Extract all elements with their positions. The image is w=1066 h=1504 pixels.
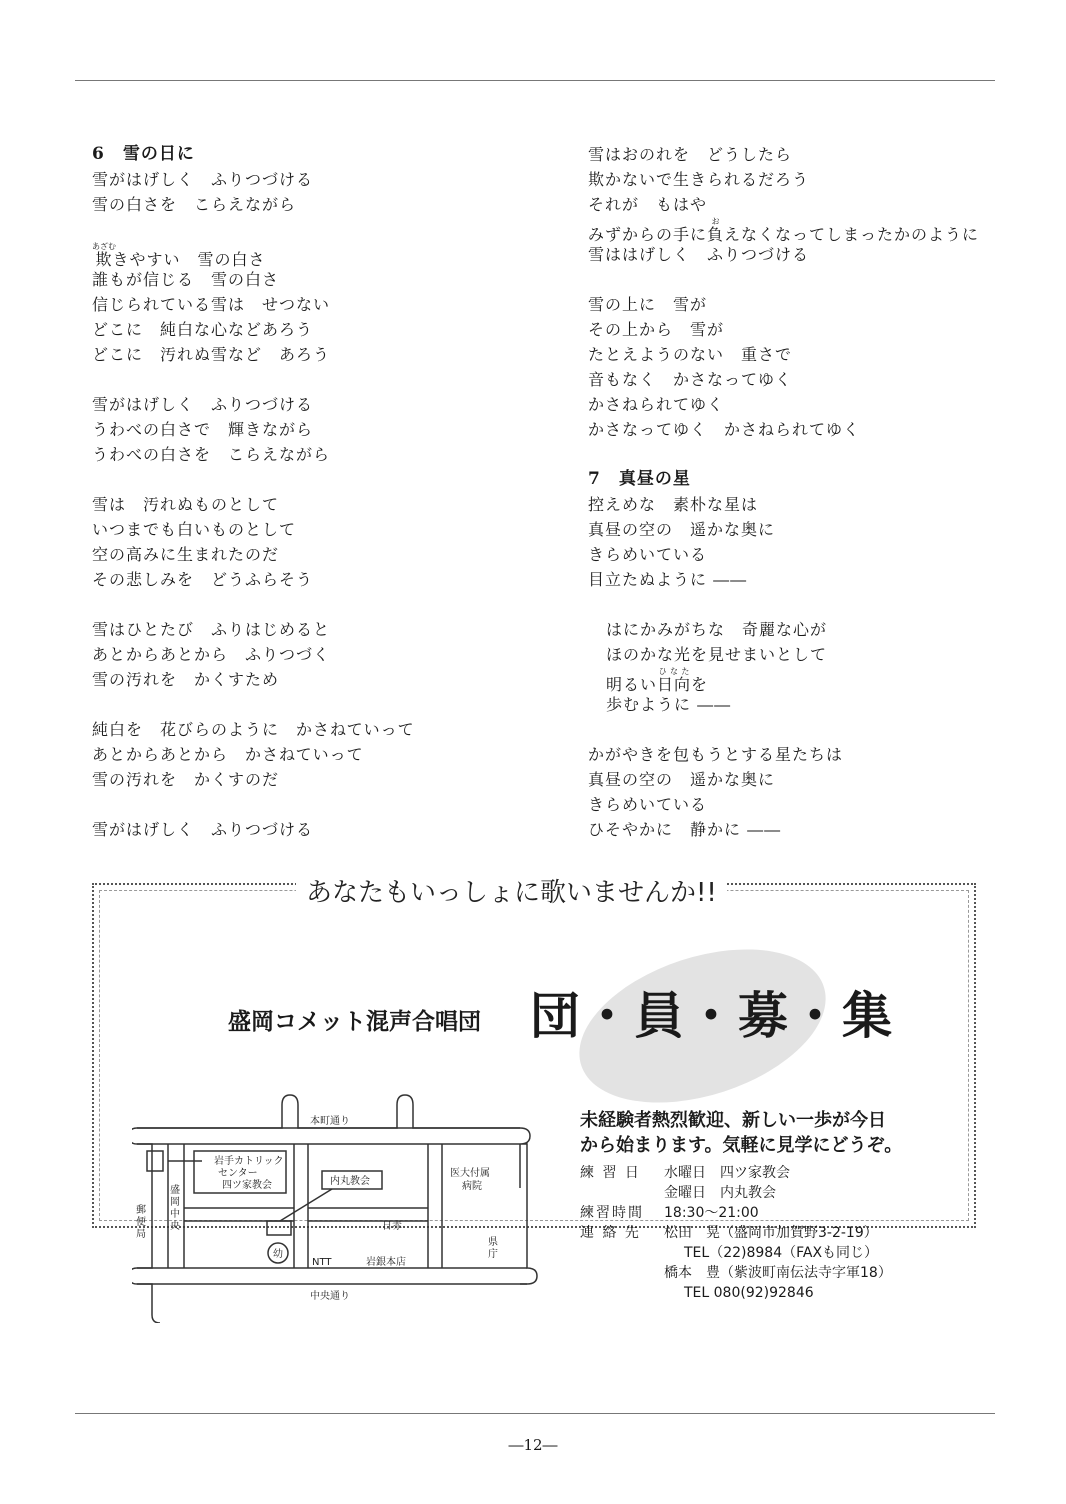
poem-line: かさねられてゆく [588,395,725,414]
poem-line: 音もなく かさなってゆく [588,370,793,389]
page-number: ―12― [508,1436,558,1454]
church-a-line1: 岩手カトリック [214,1156,284,1167]
poem-line: 雪がはげしく ふりつづける [92,170,314,189]
poem-line: きらめいている [588,795,708,814]
poem7-title: 7 真昼の星 [588,469,691,489]
kindergarten-label: 幼 [273,1249,283,1260]
practice-time-row [580,1203,892,1223]
church-a-line2: センター [218,1168,258,1179]
poem-line-with-ruby [588,667,1018,692]
poem-line: うわべの白さで 輝きながら [92,420,314,439]
ruby-post: えなくなってしまったかのように [724,225,980,244]
poem-line: 雪の上に 雪が [588,295,708,314]
ruby-reading: あざむ [92,242,116,251]
street-bottom-label: 中央通り [310,1291,350,1302]
poem-line-with-ruby [588,217,1018,242]
ruby-reading: お [707,217,725,226]
poem-line: あとからあとから ふりつづく [92,645,331,664]
top-rule [75,80,995,81]
poem-line: その上から 雪が [588,320,725,339]
poem-line: どこに 純白な心などあろう [92,320,314,339]
hospital-line2: 病院 [462,1181,482,1192]
poem-line: 雪の汚れを かくすのだ [92,770,280,789]
pref-office-char: 庁 [488,1249,498,1260]
poem-line: 雪がはげしく ふりつづける [92,820,314,839]
post-office-char: 局 [136,1229,146,1240]
ruby-rest: きやすい 雪の白さ [112,250,266,269]
poem-line: 雪がはげしく ふりつづける [92,395,314,414]
post-office-char: 郵 [136,1205,146,1216]
contact-row [580,1223,892,1243]
welcome-line-1: 未経験者熱烈歓迎、新しい一歩が今日 [580,1110,886,1131]
bottom-rule [75,1413,995,1414]
practice-day-2: 金曜日 内丸教会 [664,1185,776,1201]
poem-right-column [588,142,1018,842]
red-cross-label: 日赤 [382,1221,402,1232]
practice-day-row [580,1163,892,1183]
poem6-left-column [92,142,552,842]
poem-line-with-ruby [92,242,552,267]
poem-line: その悲しみを どうふらそう [92,570,314,589]
pref-office-char: 県 [488,1237,498,1248]
church-b-label: 内丸教会 [330,1176,370,1187]
recruit-heading: 団・員・募・集 [530,987,894,1045]
poem-line: ほのかな光を見せまいとして [606,645,828,664]
poem-line: どこに 汚れぬ雪など あろう [92,345,331,364]
poem-line: きらめいている [588,545,708,564]
choir-name: 盛岡コメット混声合唱団 [228,1009,481,1035]
morioka-chuo-char: 央 [170,1221,180,1232]
poem-line: 歩むように ―― [606,695,732,714]
ruby-base: 日向 [657,675,692,694]
poem-line: 雪はひとたび ふりはじめると [92,620,331,639]
practice-info [580,1163,892,1303]
ruby-post: を [691,675,709,694]
poem-line: 雪ははげしく ふりつづける [588,245,810,264]
poem-line: はにかみがちな 奇麗な心が [606,620,828,639]
poem-line: 雪は 汚れぬものとして [92,495,280,514]
poem-line: 雪の白さを こらえながら [92,195,297,214]
poem-line: 雪の汚れを かくすため [92,670,280,689]
ruby-pre: 明るい [606,675,658,694]
welcome-text [580,1108,902,1158]
poem-line: 誰もが信じる 雪の白さ [92,270,280,289]
practice-time-label: 練習時間 [580,1205,644,1221]
ruby-base: 欺 [92,250,116,269]
morioka-chuo-char: 中 [170,1209,180,1220]
ruby-pre: みずからの手に [588,225,708,244]
bank-label: 岩銀本店 [366,1257,406,1268]
poem-line: うわべの白さを こらえながら [92,445,331,464]
welcome-line-2: から始まります。気軽に見学にどうぞ。 [580,1135,903,1156]
poem-line: それが もはや [588,195,708,214]
post-office-char: 便 [136,1217,146,1228]
contact-2-tel: TEL 080(92)92846 [684,1285,814,1301]
location-map [132,1093,542,1323]
practice-day-1: 水曜日 四ツ家教会 [664,1165,790,1181]
poem-line: 欺かないで生きられるだろう [588,170,810,189]
poem-line: あとからあとから かさねていって [92,745,364,764]
ad-slogan: あなたもいっしょに歌いませんか!! [296,873,727,913]
ruby-base: 負 [707,225,725,244]
poem-line: かがやきを包もうとする星たちは [588,745,844,764]
practice-time: 18:30～21:00 [664,1205,759,1221]
morioka-chuo-char: 盛 [170,1185,180,1196]
street-top-label: 本町通り [310,1116,350,1127]
poem-line: いつまでも白いものとして [92,520,297,539]
contact-1-tel: TEL（22)8984（FAXも同じ） [684,1245,879,1261]
poem-line: かさなってゆく かさねられてゆく [588,420,861,439]
contact-label: 連 絡 先 [580,1225,641,1241]
poem-line: ひそやかに 静かに ―― [588,820,782,839]
ntt-label: NTT [312,1257,332,1268]
contact-1: 松田 晃（盛岡市加賀野3-2-19） [664,1225,878,1241]
poem-line: 控えめな 素朴な星は [588,495,759,514]
poem6-title: 6 雪の日に [92,144,195,164]
poem-line: 真昼の空の 遥かな奥に [588,520,776,539]
church-a-line3: 四ツ家教会 [222,1180,272,1191]
poem-line: 純白を 花びらのように かさねていって [92,720,415,739]
poem-line: 雪はおのれを どうしたら [588,145,793,164]
contact-2: 橋本 豊（紫波町南伝法寺字軍18） [664,1265,892,1281]
morioka-chuo-char: 岡 [170,1197,180,1208]
poem-line: 信じられている雪は せつない [92,295,331,314]
poem-line: 空の高みに生まれたのだ [92,545,280,564]
poem-line: 真昼の空の 遥かな奥に [588,770,776,789]
ruby-reading: ひなた [657,667,692,676]
poem-line: 目立たぬように ―― [588,570,748,589]
poem-line: たとえようのない 重さで [588,345,793,364]
practice-day-label: 練 習 日 [580,1165,641,1181]
hospital-line1: 医大付属 [450,1168,490,1179]
